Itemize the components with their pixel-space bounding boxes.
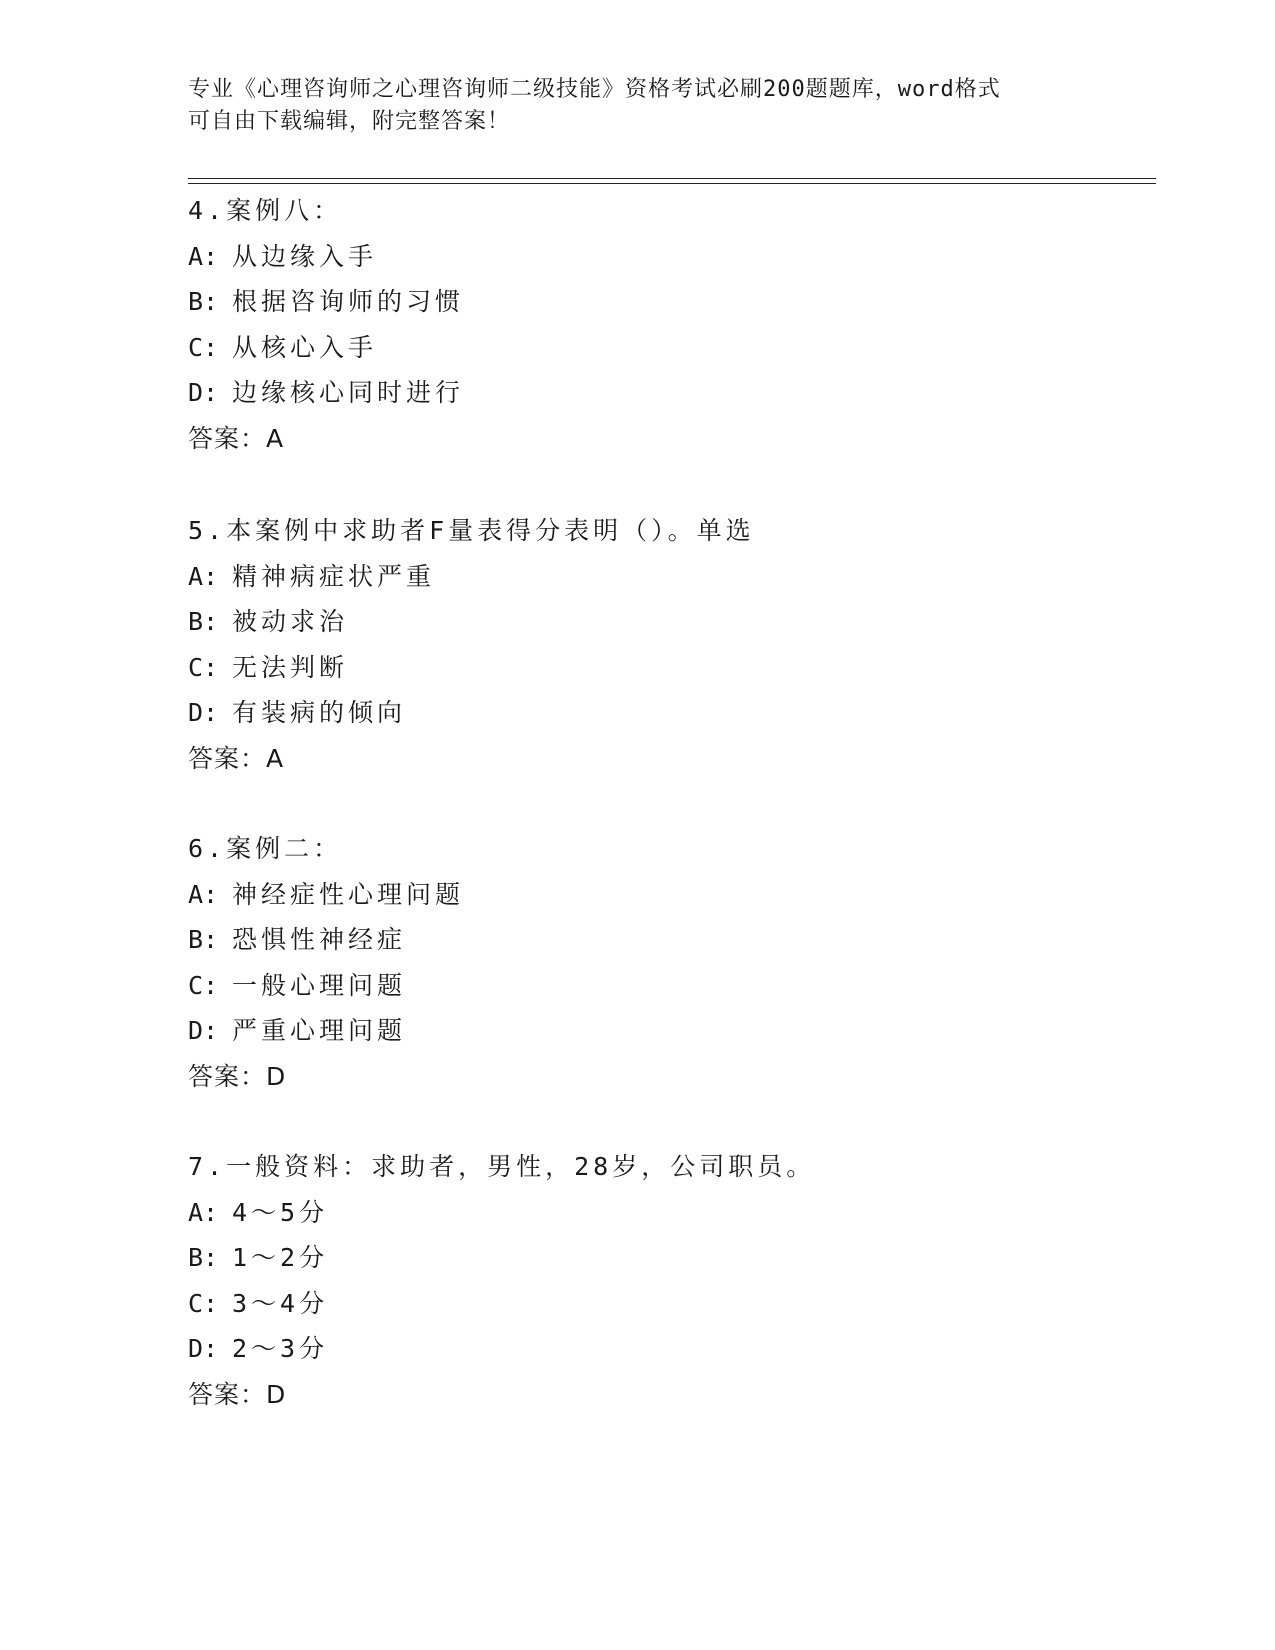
option-text: 边缘核心同时进行 [232,378,465,407]
option-c [188,325,1148,371]
option-d [188,370,1148,416]
option-text: 有装病的倾向 [232,698,407,727]
header-line-2: 可自由下载编辑，附完整答案！ [188,109,511,134]
option-text: 1～2分 [232,1243,329,1272]
option-text: 4～5分 [232,1197,329,1227]
option-label: D: [188,378,219,407]
option-a [188,554,1148,600]
question-block [188,826,1148,1099]
option-b [188,279,1148,325]
header-divider-top [188,178,1156,179]
option-text: 恐惧性神经症 [232,925,407,954]
question-stem: 4.案例八： [188,196,343,225]
option-text: 无法判断 [232,652,349,682]
option-text: 神经症性心理问题 [232,879,465,909]
option-text: 一般心理问题 [232,970,407,1000]
option-c [188,963,1148,1009]
option-text: 从核心入手 [232,332,378,362]
option-text: 根据咨询师的习惯 [232,287,465,316]
option-label: C: [188,332,219,362]
option-d [188,1008,1148,1054]
option-b [188,1235,1148,1281]
option-d [188,1326,1148,1372]
option-label: B: [188,287,219,316]
option-text: 从边缘入手 [232,241,378,271]
answer-line: 答案：A [188,423,285,453]
option-text: 严重心理问题 [232,1016,407,1045]
option-c [188,645,1148,691]
question-stem: 7.一般资料：求助者，男性，28岁，公司职员。 [188,1152,816,1181]
option-label: A: [188,241,219,271]
header-line-1: 专业《心理咨询师之心理咨询师二级技能》资格考试必刷200题题库，word格式 [188,77,1001,102]
option-label: A: [188,879,219,909]
option-text: 3～4分 [232,1288,329,1318]
option-label: B: [188,925,219,954]
option-c [188,1281,1148,1327]
answer-line: 答案：D [188,1379,287,1409]
option-text: 精神病症状严重 [232,561,436,591]
option-a [188,1190,1148,1236]
option-label: B: [188,1243,219,1272]
option-text: 2～3分 [232,1334,329,1363]
option-text: 被动求治 [232,607,349,636]
option-d [188,690,1148,736]
option-label: C: [188,970,219,1000]
document-header [188,74,1088,138]
option-label: B: [188,607,219,636]
option-label: D: [188,698,219,727]
option-a [188,872,1148,918]
option-label: D: [188,1016,219,1045]
option-b [188,917,1148,963]
option-a [188,234,1148,280]
option-label: C: [188,1288,219,1318]
option-b [188,599,1148,645]
option-label: D: [188,1334,219,1363]
question-block [188,188,1148,461]
option-label: A: [188,561,219,591]
answer-line: 答案：D [188,1061,287,1091]
answer-line: 答案：A [188,743,285,773]
question-stem: 5.本案例中求助者F量表得分表明（）。单选 [188,516,755,545]
question-block [188,508,1148,781]
header-divider-bottom [188,183,1156,184]
question-stem: 6.案例二： [188,834,343,863]
option-label: A: [188,1197,219,1227]
option-label: C: [188,652,219,682]
question-block [188,1144,1148,1417]
